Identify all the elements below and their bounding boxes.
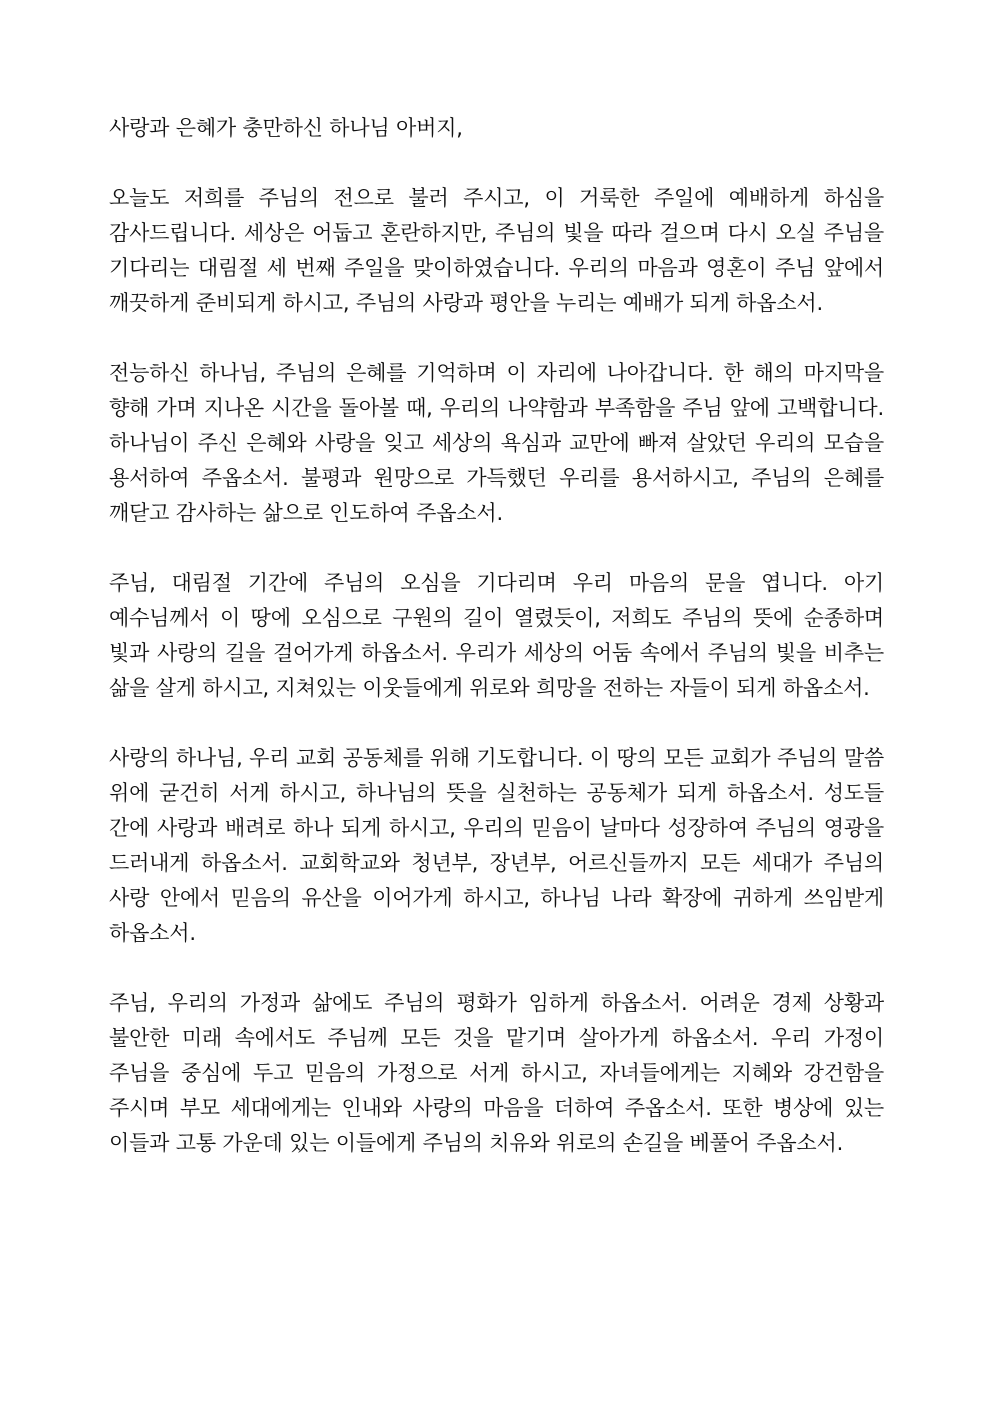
paragraph-family: 주님, 우리의 가정과 삶에도 주님의 평화가 임하게 하옵소서. 어려운 경제 상황과 불안한 미래 속에서도 주님께 모든 것을 맡기며 살아가게 하옵소서. 우리 가정이 주님을 중심에 두고 믿음의 가정으로 서게 하시고, 자녀들에게는 지혜와 강건함을 주시며 부모 세대에게는 인내와 사랑의 마음을 더하여 주옵소서. 또한 병상에 있는 이들과 고통 가운데 있는 이들에게 주님의 치유와 위로의 손길을 베풀어 주옵소서. <box>109 991 884 1155</box>
paragraph-advent: 주님, 대림절 기간에 주님의 오심을 기다리며 우리 마음의 문을 엽니다. 아기 예수님께서 이 땅에 오심으로 구원의 길이 열렸듯이, 저희도 주님의 뜻에 순종하며 빛과 사랑의 길을 걸어가게 하옵소서. 우리가 세상의 어둠 속에서 주님의 빛을 비추는 삶을 살게 하시고, 지쳐있는 이웃들에게 위로와 희망을 전하는 자들이 되게 하옵소서. <box>109 571 884 700</box>
paragraph-worship: 오늘도 저희를 주님의 전으로 불러 주시고, 이 거룩한 주일에 예배하게 하심을 감사드립니다. 세상은 어둡고 혼란하지만, 주님의 빛을 따라 걸으며 다시 오실 주님을 기다리는 대림절 세 번째 주일을 맞이하였습니다. 우리의 마음과 영혼이 주님 앞에서 깨끗하게 준비되게 하시고, 주님의 사랑과 평안을 누리는 예배가 되게 하옵소서. <box>109 186 884 315</box>
prayer-text <box>109 111 884 1161</box>
greeting-line: 사랑과 은혜가 충만하신 하나님 아버지, <box>109 116 463 140</box>
paragraph-confession: 전능하신 하나님, 주님의 은혜를 기억하며 이 자리에 나아갑니다. 한 해의 마지막을 향해 가며 지나온 시간을 돌아볼 때, 우리의 나약함과 부족함을 주님 앞에 고백합니다. 하나님이 주신 은혜와 사랑을 잊고 세상의 욕심과 교만에 빠져 살았던 우리의 모습을 용서하여 주옵소서. 불평과 원망으로 가득했던 우리를 용서하시고, 주님의 은혜를 깨닫고 감사하는 삶으로 인도하여 주옵소서. <box>109 361 884 525</box>
paragraph-church: 사랑의 하나님, 우리 교회 공동체를 위해 기도합니다. 이 땅의 모든 교회가 주님의 말씀 위에 굳건히 서게 하시고, 하나님의 뜻을 실천하는 공동체가 되게 하옵소서. 성도들 간에 사랑과 배려로 하나 되게 하시고, 우리의 믿음이 날마다 성장하여 주님의 영광을 드러내게 하옵소서. 교회학교와 청년부, 장년부, 어르신들까지 모든 세대가 주님의 사랑 안에서 믿음의 유산을 이어가게 하시고, 하나님 나라 확장에 귀하게 쓰임받게 하옵소서. <box>109 746 884 945</box>
